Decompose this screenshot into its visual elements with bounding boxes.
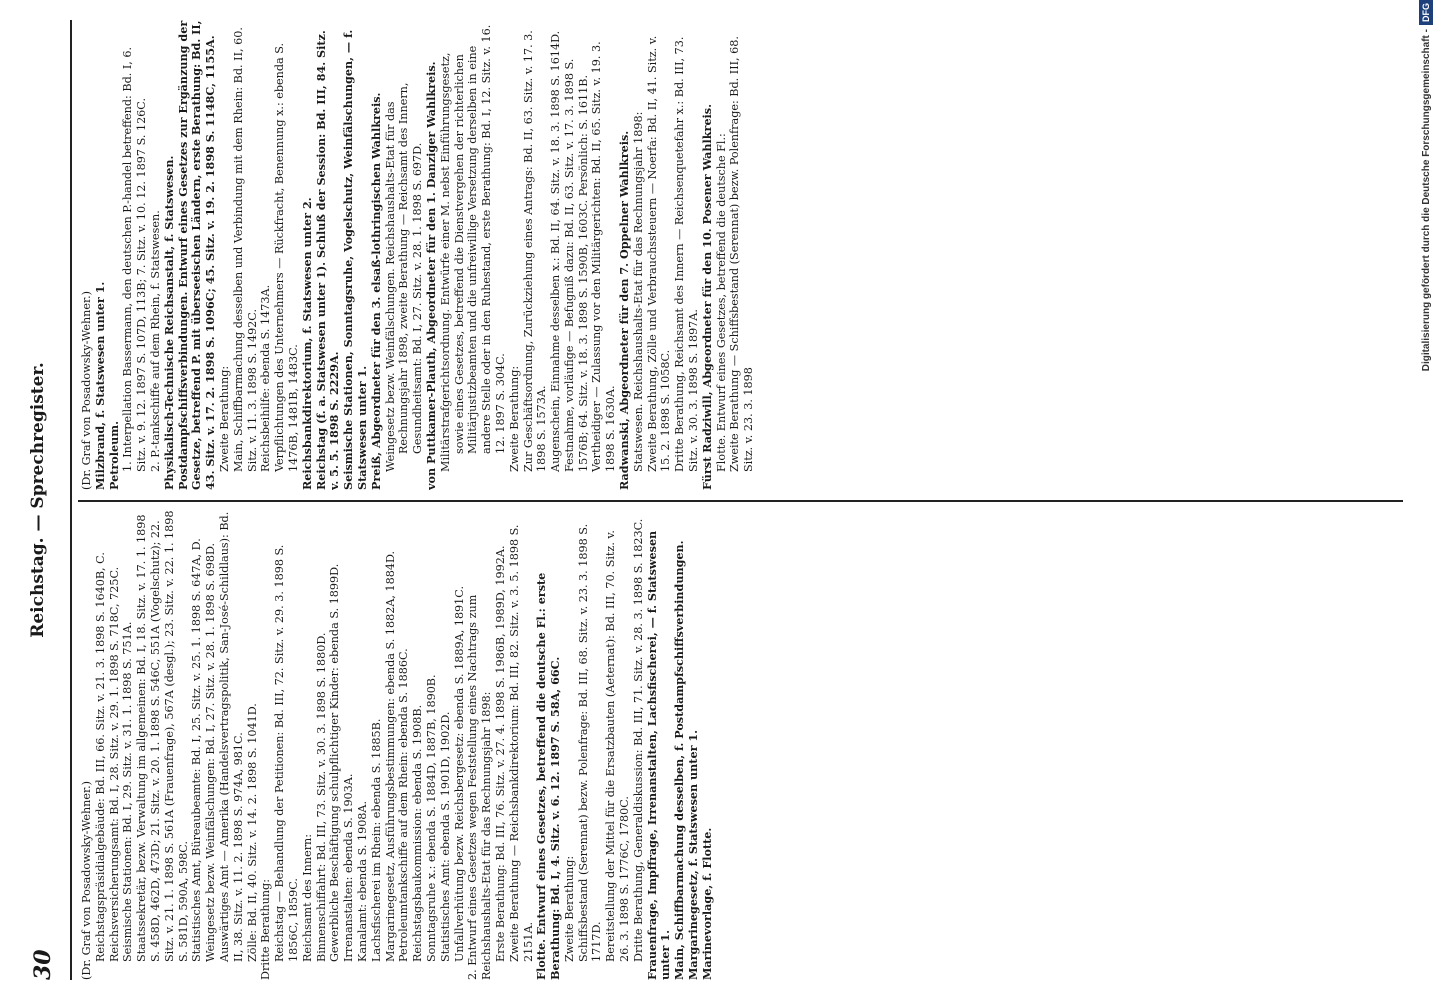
- register-entry: Erste Berathung: Bd. III, 76. Sitz. v. 27. 4. 1898 S. 1986B, 1989D, 1992A.: [493, 545, 507, 962]
- register-entry: Kanalamt: ebenda S. 1908A.: [355, 800, 369, 962]
- register-entry: Reichstagsbaukommission: ebenda S. 1908B.: [411, 704, 425, 962]
- column-divider: [78, 500, 1403, 502]
- register-entry: Schiffsbestand (Serennat) bezw. Polenfrage: Bd. III, 68. Sitz. v. 23. 3. 1898 S. 1717D.: [576, 523, 604, 962]
- register-entry: Zur Geschäftsordnung, Zurückziehung eines Antrags: Bd. II, 63. Sitz. v. 17. 3. 1898 S. 1573A.: [521, 30, 549, 472]
- register-entry: Postdampfschiffsverbindungen. Entwurf eines Gesetzes zur Ergänzung der Gesetze, betreffend P. mit überseeischen Ländern, erste Berathung: Bd. II, 43. Sitz. v. 17. 2. 1898 S. 1096C; 45. Sitz. v. 19. 2. 1898 S. 1148C, 1155A.: [175, 20, 218, 490]
- header-rule: [70, 20, 72, 980]
- left-column: [80, 510, 1400, 980]
- register-entry: Margarinegesetz, f. Statswesen unter 1.: [686, 729, 701, 980]
- register-entry: von Puttkamer-Plauth, Abgeordneter für den 1. Danziger Wahlkreis.: [423, 61, 438, 490]
- register-entry: Zweite Berathung — Reichsbankdirektorium: Bd. III, 82. Sitz. v. 3. 5. 1898 S. 2151A.: [507, 524, 535, 962]
- register-entry: Dritte Berathung:: [259, 879, 273, 980]
- register-entry: Margarinegesetz, Ausführungsbestimmungen: ebenda S. 1882A, 1884D.: [383, 550, 397, 962]
- register-entry: Statswesen. Reichshaushalts-Etat für das Rechnungsjahr 1898:: [631, 111, 645, 472]
- register-entry: Militärstrafgerichtsordnung. Entwürfe einer M. nebst Einführungsgesetz, sowie eines Gesetzes, betreffend die Dienstvergehen der richterlichen Militärjustizbeamten und die unfreiwillige Versetzung derselben in eine andere Stelle oder in den Ruhestand, erste Berathung: Bd. I, 12. Sitz. v. 16. 12. 1897 S. 304C.: [438, 24, 507, 472]
- register-entry: Reichsversicherungsamt: Bd. I, 28. Sitz. v. 29. 1. 1898 S. 718C, 725C.: [107, 566, 121, 962]
- register-entry: Petroleumtankschiffe auf dem Rhein: ebenda S. 1886C.: [397, 648, 411, 962]
- register-entry: Preiß, Abgeordneter für den 3. elsaß-lothringischen Wahlkreis.: [368, 92, 383, 490]
- register-entry: Milzbrand, f. Statswesen unter 1.: [92, 281, 107, 490]
- register-entry: Seismische Stationen, Sonntagsruhe, Vogelschutz, Weinfälschungen, — f. Statswesen unter 1.: [341, 29, 369, 490]
- register-entry: 1. Interpellation Bassermann, den deutschen P.-handel betreffend: Bd. I, 6. Sitz. v. 9. 12. 1897 S. 107D, 113B; 7. Sitz. v. 10. 12. 1897 S. 126C.: [121, 46, 149, 472]
- register-entry: Lachsfischerei im Rhein: ebenda S. 1885B.: [369, 718, 383, 962]
- register-entry: Vertheidiger — Zulassung vor den Militärgerichten: Bd. II, 65. Sitz. v. 19. 3. 1898 S. 1630A.: [590, 41, 618, 472]
- register-entry: Zweite Berathung:: [507, 365, 521, 472]
- register-entry: Binnenschiffahrt: Bd. III, 73. Sitz. v. 30. 3. 1898 S. 1880D.: [314, 632, 328, 962]
- register-entry: Physikalisch-Technische Reichsanstalt, f. Statswesen.: [161, 155, 176, 490]
- register-entry: 2. Entwurf eines Gesetzes wegen Feststellung eines Nachtrags zum Reichshaushalts-Etat für das Rechnungsjahr 1898:: [466, 594, 494, 980]
- register-entry: Radwanski, Abgeordneter für den 7. Oppelner Wahlkreis.: [617, 130, 632, 490]
- register-entry: Statistisches Amt: ebenda S. 1901D, 1902D.: [438, 711, 452, 962]
- dfg-logo: DFG: [1419, 0, 1433, 25]
- register-entry: Augenschein, Einnahme desselben x.: Bd. II, 64. Sitz. v. 18. 3. 1898 S. 1614D.: [549, 30, 563, 472]
- register-entry: Petroleum.: [106, 421, 121, 490]
- register-entry: Reichsamt des Innern:: [300, 833, 314, 962]
- register-entry: Verpflichtungen des Unternehmers — Rückfracht, Benennung x.: ebenda S. 1476B, 1481B, 1483C.: [273, 42, 300, 472]
- register-entry: (Dr. Graf von Posadowsky-Wehner.): [80, 290, 93, 490]
- register-entry: Weingesetz bezw. Weinfälschungen: Bd. I, 27. Sitz. v. 28. 1. 1898 S. 698D.: [204, 542, 218, 962]
- register-entry: Auswärtiges Amt — Amerika (Handelsvertragspolitik, San-José-Schildlaus): Bd. II, 38. Sitz. v. 11. 2. 1898 S. 974A, 981C.: [217, 511, 245, 962]
- register-entry: Zölle: Bd. II, 40. Sitz. v. 14. 2. 1898 S. 1041D.: [245, 703, 259, 962]
- register-entry: Statistisches Amt, Büreaubeamte: Bd. I, 25. Sitz. v. 25. 1. 1898 S. 647A, D.: [190, 538, 204, 962]
- register-entry: Zweite Berathung — Schiffsbestand (Serennat) bezw. Polenfrage: Bd. III, 68. Sitz. v. 23. 3. 1898: [728, 36, 756, 472]
- register-entry: Flotte. Entwurf eines Gesetzes, betreffend die deutsche Fl.: erste Berathung: Bd. I, 4. Sitz. v. 6. 12. 1897 S. 58A, 66C.: [534, 572, 563, 980]
- register-entry: 2. P.-tankschiffe auf dem Rhein, f. Statswesen.: [148, 210, 162, 472]
- register-entry: Irrenanstalten: ebenda S. 1903A.: [342, 773, 356, 962]
- register-entry: Main, Schiffbarmachung desselben, f. Postdampfschiffsverbindungen.: [672, 540, 687, 980]
- register-entry: Fürst Radziwill, Abgeordneter für den 10. Posener Wahlkreis.: [699, 103, 714, 490]
- register-entry: Sonntagsruhe x.: ebenda S. 1884D, 1887B, 1890B.: [424, 674, 438, 962]
- digitization-credit: [1412, 0, 1434, 1000]
- register-entry: Weingesetz bezw. Weinfälschungen. Reichshaushalts-Etat für das Rechnungsjahr 1898, zweite Berathung — Reichsamt des Innern, Gesundheitsamt: Bd. I, 27. Sitz. v. 28. 1. 1898 S. 697D.: [383, 82, 425, 472]
- register-entry: Seismische Stationen: Bd. I, 29. Sitz. v. 31. 1. 1898 S. 751A.: [121, 621, 135, 962]
- register-entry: Bereitstellung der Mittel für die Ersatzbauten (Aeternat): Bd. III, 70. Sitz. v. 26. 3. 1898 S. 1776C, 1780C.: [604, 530, 632, 962]
- register-entry: Staatssekretär, bezw. Verwaltung im allgemeinen: Bd. I, 18. Sitz. v. 17. 1. 1898 S. 458D, 462D, 473D; 21. Sitz. v. 20. 1. 1898 S. 546C, 551A (Vogelschutz); 22. Sitz. v. 21. 1. 1898 S. 561A (Frauenfrage), 567A (desgl.); 23. Sitz. v. 22. 1. 1898 S. 581D, 590A, 598C.: [135, 510, 190, 962]
- register-entry: Festnahme, vorläufige — Befugniß dazu: Bd. II, 63. Sitz. v. 17. 3. 1898 S. 1576B; 64. Sitz. v. 18. 3. 1898 S. 1590B, 1603C. Persönlich: S. 1611B.: [562, 58, 590, 472]
- register-entry: Reichsbankdirektorium, f. Statswesen unter 2.: [299, 197, 314, 490]
- register-entry: (Dr. Graf von Posadowsky-Wehner.): [80, 780, 93, 980]
- register-entry: Reichstag (f. a. Statswesen unter 1). Schluß der Session: Bd. III, 84. Sitz. v. 5. 5. 1898 S. 2229A.: [313, 30, 342, 490]
- register-entry: Dritte Berathung, Generaldiskussion: Bd. III, 71. Sitz. v. 28. 3. 1898 S. 1823C.: [631, 518, 645, 962]
- running-head: Reichstag. — Sprechregister.: [28, 362, 48, 638]
- register-entry: Marinevorlage, f. Flotte.: [699, 827, 714, 980]
- credit-text: Digitalisierung gefördert durch die Deutsche Forschungsgemeinschaft -: [1421, 29, 1432, 372]
- right-column: [80, 20, 1400, 490]
- register-entry: Reichsbeihilfe: ebenda S. 1473A.: [259, 284, 273, 472]
- register-entry: Gewerbliche Beschäftigung schulpflichtiger Kinder: ebenda S. 1899D.: [328, 563, 342, 962]
- register-entry: Flotte. Entwurf eines Gesetzes, betreffend die deutsche Fl.:: [714, 133, 728, 472]
- page-number: 30: [30, 949, 56, 980]
- register-entry: Reichstagspräsidialgebäude: Bd. III, 66. Sitz. v. 21. 3. 1898 S. 1640B, C.: [93, 552, 107, 962]
- register-entry: Main, Schiffbarmachung desselben und Verbindung mit dem Rhein: Bd. II, 60. Sitz. v. 11. 3. 1898 S. 1492C.: [231, 27, 259, 472]
- register-entry: Dritte Berathung, Reichsamt des Innern — Reichsenquetefahr x.: Bd. III, 73. Sitz. v. 30. 3. 1898 S. 1897A.: [673, 36, 701, 472]
- register-entry: Zweite Berathung:: [217, 365, 231, 472]
- register-entry: Reichstag — Behandlung der Petitionen: Bd. III, 72. Sitz. v. 29. 3. 1898 S. 1856C, 1859C.: [273, 544, 300, 962]
- register-entry: Unfallverhütung bezw. Reichsbergesetz: ebenda S. 1889A, 1891C.: [452, 585, 466, 962]
- register-entry: Zweite Berathung:: [562, 855, 576, 962]
- register-entry: Zweite Berathung, Zölle und Verbrauchssteuern — Noerfa: Bd. II, 41. Sitz. v. 15. 2. 1898 S. 1058C.: [645, 35, 673, 472]
- register-entry: Frauenfrage, Impffrage, Irrenanstalten, Lachsfischerei, — f. Statswesen unter 1.: [644, 530, 673, 980]
